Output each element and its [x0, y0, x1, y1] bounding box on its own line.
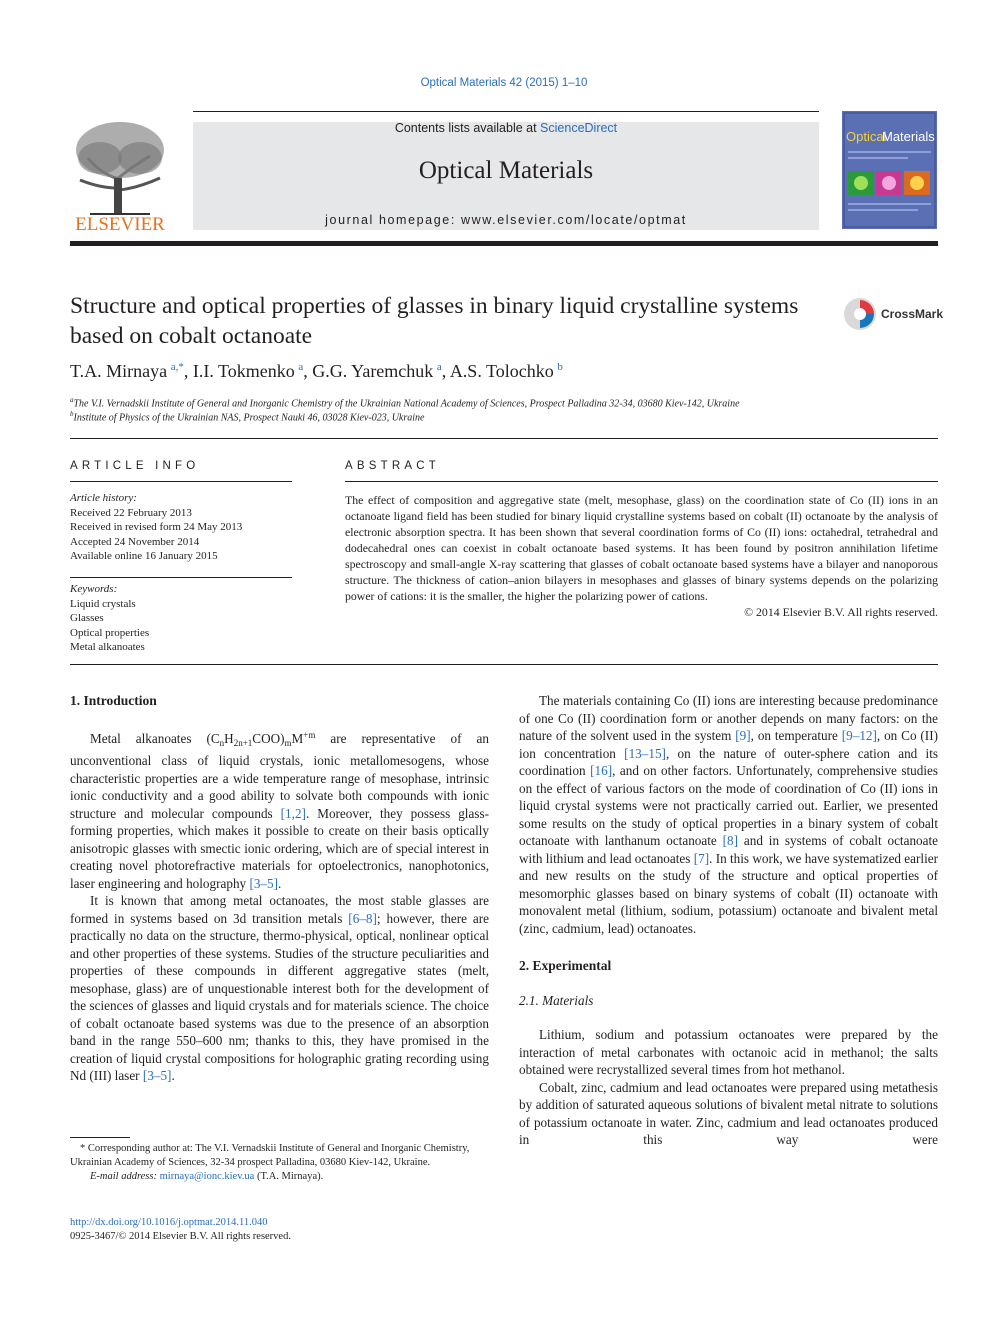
keyword: Optical properties: [70, 626, 150, 639]
abstract-body: [345, 492, 938, 620]
citation-link[interactable]: [1,2]: [280, 805, 306, 821]
contents-line: [193, 121, 819, 135]
citation-link[interactable]: [13–15]: [624, 745, 666, 761]
contents-prefix: Contents lists available at: [394, 121, 541, 135]
citation-link[interactable]: [16]: [590, 763, 613, 778]
citation-link[interactable]: [9–12]: [841, 728, 877, 743]
article-history: [70, 491, 292, 564]
author-list: T.A. Mirnaya $^{a,*}$, I.I. Tokmenko $^a$, G.G. Yaremchuk $^a$, A.S. Tolochko $^b$: [70, 361, 563, 381]
footnote-rule: [70, 1137, 130, 1138]
citation-link[interactable]: [7]: [693, 850, 710, 866]
keywords: [70, 582, 292, 655]
journal-citation[interactable]: Optical Materials 42 (2015) 1–10: [420, 77, 588, 89]
affiliation-text: Institute of Physics of the Ukrainian NAS, Prospect Nauki 46, 03028 Kiev-023, Ukraine: [73, 412, 425, 424]
keyword: Glasses: [70, 612, 104, 625]
author-name[interactable]: I.I. Tokmenko: [192, 361, 295, 381]
affiliation: [70, 396, 938, 409]
paragraph: Cobalt, zinc, cadmium and lead octanoates were prepared using metathesis by addition of saturated aqueous solutions of bivalent metal nitrate to solutions of potassium octanoate in water. Zinc, cadmium and lead octanoates produced in this way were: [519, 1079, 938, 1147]
crossmark-label: CrossMark: [881, 307, 944, 321]
issn-line: 0925-3467/© 2014 Elsevier B.V. All rights reserved.: [70, 1231, 291, 1242]
author-name[interactable]: T.A. Mirnaya: [70, 361, 168, 381]
elsevier-tree-logo: [70, 118, 170, 233]
elsevier-wordmark: ELSEVIER: [75, 214, 165, 233]
email-line: E-mail address: mirnaya@ionc.kiev.ua (T.A. Mirnaya).: [90, 1171, 324, 1182]
paragraph: It is known that among metal octanoates, the most stable glasses are formed in systems based on 3d transition metals [6–8]; however, there are practically no data on the structure, thermo-physical, optical, nonlinear optical and other properties of these systems. Studies of the structure peculiarities and properties of these compounds in different aggregative states (melt, mesophase, glass) are of unquestionable interest both for the development of the sciences of glasses and liquid crystals and for materials science. The choice of cobalt octanoate based systems was due to the presence of an absorption band in the range 550–600 nm; thanks to this, they have promised in the creation of liquid crystal compositions for holographic grating recording using Nd (III) laser [3–5].: [70, 893, 489, 1083]
citation-link[interactable]: [3–5]: [249, 875, 279, 891]
journal-homepage[interactable]: journal homepage: www.elsevier.com/locate/optmat: [325, 213, 687, 227]
cover-title-a: Optical: [846, 129, 887, 144]
footnote: [70, 1142, 489, 1184]
affiliation: [70, 410, 938, 423]
history-item: Accepted 24 November 2014: [70, 535, 200, 548]
crossmark-icon: [843, 297, 877, 331]
author-affil-mark[interactable]: b: [557, 361, 563, 373]
doi-link[interactable]: http://dx.doi.org/10.1016/j.optmat.2014.11.040: [70, 1217, 268, 1228]
divider: [70, 438, 938, 439]
article-title: Structure and optical properties of glasses in binary liquid crystalline systems based on cobalt octanoate: [70, 293, 799, 349]
paragraph: Lithium, sodium and potassium octanoates were prepared by the interaction of metal carbonates with octanoic acid in methanol; the salts obtained were recrystallized several times from hot methanol.: [519, 1027, 938, 1077]
doi-block: [70, 1216, 489, 1244]
history-label: Article history:: [70, 492, 137, 504]
author-name[interactable]: G.G. Yaremchuk: [312, 361, 434, 381]
abstract-text: The effect of composition and aggregative state (melt, mesophase, glass) on the coordination state of Co (II) ions in an octanoate ligand field has been studied for binary liquid crystalline systems based on cobalt (II) octanoate by the analysis of electronic absorption spectra. It has been shown that several coordination forms of Co (II) ions: octahedral, tetrahedral and dodecahedral ones can coexist in cobalt octanoate based systems. It has been found by positron annihilation lifetime spectroscopy and small-angle X-ray scattering that glasses of cobalt octanoate based systems have a bilayer and nanoporous structure. The thickness of cation–anion bilayers in mesophases and glasses of binary systems depends on the polarizing power of cations: it is the smaller, the higher the polarizing power of cations.: [345, 493, 938, 603]
journal-cover-image[interactable]: [842, 111, 937, 229]
citation-link[interactable]: [6–8]: [348, 910, 377, 926]
left-column: [70, 692, 489, 1085]
affiliation-mark: a: [70, 396, 74, 404]
header-rule: [193, 111, 819, 112]
subsection-heading-materials: 2.1. Materials: [519, 992, 594, 1008]
article-info-heading: ARTICLE INFO: [70, 460, 200, 472]
author-affil-mark[interactable]: a,*: [170, 361, 184, 373]
abstract-heading: ABSTRACT: [345, 460, 440, 472]
crossmark-badge[interactable]: [843, 297, 943, 331]
keywords-label: Keywords:: [70, 583, 118, 595]
paragraph: The materials containing Co (II) ions are interesting because predominance of one Co (II) coordination form or another depends on many factors: on the nature of the solvent used in the system [9], on temperature [9–12], on Co (II) ion concentration [13–15], on the nature of outer-sphere cation and its coordination [16], and on other factors. Unfortunately, comprehensive studies on the effect of various factors on the mode of coordination of Co (II) ions in liquid crystal systems were not practically carried out. Earlier, we presented some results on the study of optical properties in a binary system of cobalt octanoate with lanthanum octanoate [8] and in systems of cobalt octanoate with lithium and lead octanoates [7]. In this work, we have systematized earlier and new results on the study of the structure and optical properties of mesomorphic glasses based on binary systems of cobalt (II) octanoate with monovalent metal (lithium, sodium, potassium) octanoate and bivalent metal (zinc, cadmium, lead) octanoates.: [519, 693, 939, 936]
sciencedirect-link[interactable]: ScienceDirect: [540, 121, 618, 135]
divider: [70, 664, 938, 665]
section-heading-introduction: 1. Introduction: [70, 693, 157, 708]
right-column: [519, 692, 938, 1149]
divider: [70, 481, 292, 482]
author-affil-mark[interactable]: a: [436, 361, 442, 373]
journal-title[interactable]: Optical Materials: [418, 157, 594, 184]
keyword: Liquid crystals: [70, 597, 136, 610]
citation-link[interactable]: [3–5]: [142, 1068, 172, 1083]
author-name[interactable]: A.S. Tolochko: [449, 361, 554, 381]
cover-title-b: Materials: [882, 129, 935, 144]
history-item: Received 22 February 2013: [70, 506, 192, 519]
abstract-copyright: © 2014 Elsevier B.V. All rights reserved.: [744, 605, 938, 619]
header-thick-rule: [70, 241, 938, 246]
email-link[interactable]: mirnaya@ionc.kiev.ua: [159, 1171, 255, 1182]
paragraph: Metal alkanoates $(C_nH_{2n+1}COO)_mM^{+m}$ are representative of an unconventional class of liquid crystals, ionic metallomesogens, whose characteristic properties are a wide temperature range of mesophase, intrinsic ionic conductivity and a good ability to solvate both compounds with ionic structure and molecular compounds [1,2]. Moreover, they possess glass-forming properties, which makes it possible to create on their basis optically anisotropic glasses with smectic ionic ordering, which are of special interest in creating novel photorefractive materials for optoelectronics, nanophotonics, laser engineering and holography [3–5].: [70, 729, 489, 891]
history-item: Available online 16 January 2015: [70, 550, 218, 563]
affiliation-text: The V.I. Vernadskii Institute of General and Inorganic Chemistry of the Ukrainian National Academy of Sciences, Prospect Palladina 32-34, 03680 Kiev-142, Ukraine: [73, 398, 740, 410]
keyword: Metal alkanoates: [70, 641, 145, 654]
section-heading-experimental: 2. Experimental: [519, 958, 612, 973]
citation-link[interactable]: [8]: [722, 833, 739, 848]
divider: [70, 577, 292, 578]
history-item: Received in revised form 24 May 2013: [70, 521, 243, 534]
citation-link[interactable]: [9]: [735, 728, 751, 743]
corresponding-author-note: * Corresponding author at: The V.I. Vernadskii Institute of General and Inorganic Chemistry, Ukrainian Academy of Sciences, 32-34 prospect Palladina, 03680 Kiev-142, Ukraine.: [70, 1143, 470, 1168]
author-affil-mark[interactable]: a: [298, 361, 304, 373]
divider: [345, 481, 938, 482]
affiliation-mark: b: [70, 410, 74, 418]
